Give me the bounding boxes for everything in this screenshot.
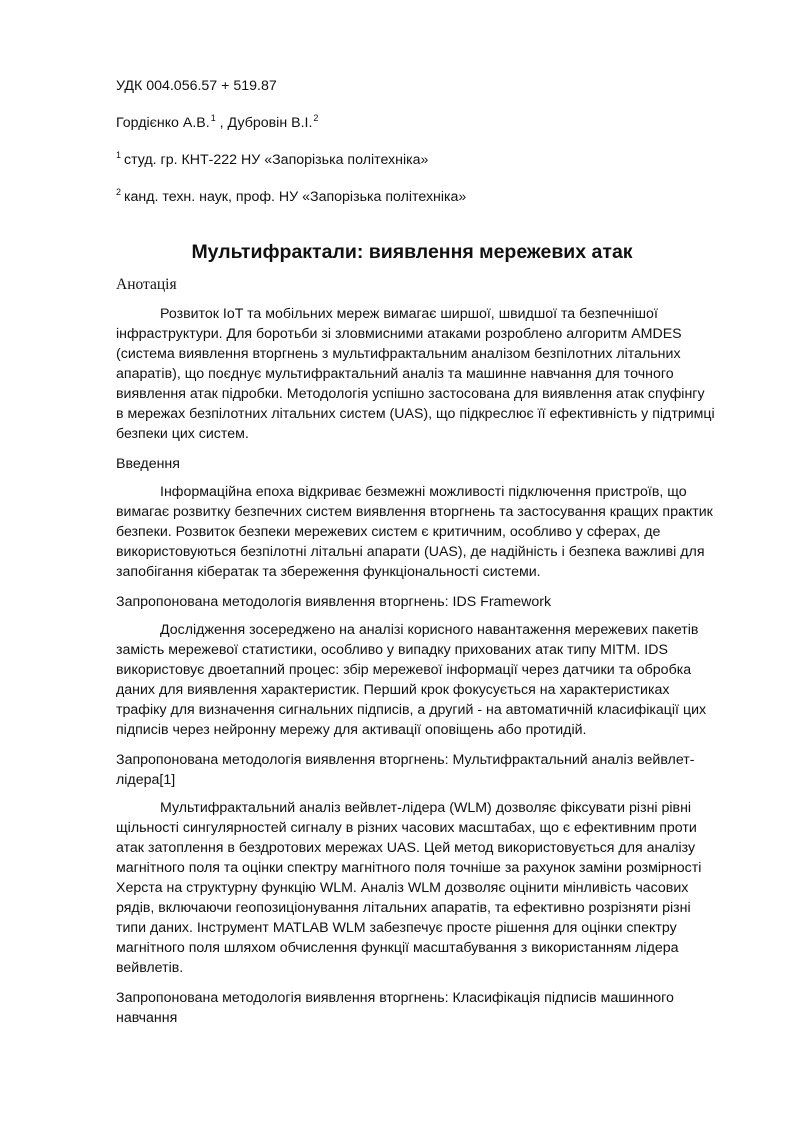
udc-code: УДК 004.056.57 + 519.87	[116, 78, 277, 94]
affiliation-2	[116, 187, 716, 207]
affiliation-2-mark: 2	[116, 187, 122, 197]
author-first: Гордієнко А.В.	[116, 115, 210, 131]
wlm-heading: Запропонована методологія виявлення вторгнень: Мультифрактальний аналіз вейвлет-лідера[1]	[116, 752, 695, 788]
author-second-mark: 2	[313, 113, 319, 123]
ids-heading: Запропонована методологія виявлення вторгнень: IDS Framework	[116, 594, 552, 610]
authors-line	[116, 113, 716, 133]
abstract-paragraph: Розвиток IoT та мобільних мереж вимагає ширшої, швидшої та безпечнішої інфраструктури. Для боротьби зі зловмисними атаками розроблено алгоритм AMDES (система виявлення вторгнень з мультифрактальним аналізом безпілотних літальних апаратів), що поєднує мультифрактальний аналіз та машинне навчання для точного виявлення атак підробки. Методологія успішно застосована для виявлення атак спуфінгу в мережах безпілотних літальних систем (UAS), що підкреслює її ефективність у підтримці безпеки цих систем.	[116, 306, 715, 442]
intro-heading: Введення	[116, 456, 180, 472]
affiliation-1-text: студ. гр. КНТ-222 НУ «Запорізька політехніка»	[124, 152, 429, 168]
page-title: Мультифрактали: виявлення мережевих атак	[191, 241, 633, 263]
affiliation-2-text: канд. техн. наук, проф. НУ «Запорізька політехніка»	[124, 189, 467, 205]
intro-paragraph: Інформаційна епоха відкриває безмежні можливості підключення пристроїв, що вимагає розвитку безпечних систем виявлення вторгнень та застосування кращих практик безпеки. Розвиток безпеки мережевих систем є критичним, особливо у сферах, де використовуються безпілотні літальні апарати (UAS), де надійність і безпека важливі для запобігання кібератак та збереження функціональності системи.	[116, 484, 713, 580]
ids-paragraph: Дослідження зосереджено на аналізі корисного навантаження мережевих пакетів замість мережевої статистики, особливо у випадку прихованих атак типу MITM. IDS використовує двоетапний процес: збір мережевої інформації через датчики та обробка даних для виявлення характеристик. Перший крок фокусується на характеристиках трафіку для визначення сигнальних підписів, а другий - на автоматичній класифікації цих підписів через нейронну мережу для активації оповіщень або протидій.	[116, 622, 707, 738]
ml-heading: Запропонована методологія виявлення вторгнень: Класифікація підписів машинного навчання	[116, 990, 674, 1026]
author-second: , Дубровін В.І.	[219, 115, 313, 131]
affiliation-1-mark: 1	[116, 150, 122, 160]
abstract-heading: Анотація	[116, 276, 177, 293]
wlm-paragraph: Мультифрактальний аналіз вейвлет-лідера (WLM) дозволяє фіксувати різні рівні щільності сингулярностей сигналу в різних часових масштабах, що є ефективним проти атак затоплення в бездротових мережах UAS. Цей метод використовується для аналізу магнітного поля та оцінки спектру магнітного поля точніше за рахунок заміни розмірності Херста на структурну функцію WLM. Аналіз WLM дозволяє оцінити мінливість часових рядів, включаючи геопозиціонування літальних апаратів, та ефективно розрізняти різні типи даних. Інструмент MATLAB WLM забезпечує просте рішення для оцінки спектру магнітного поля шляхом обчислення функції масштабування з використанням лідера вейвлетів.	[116, 800, 702, 976]
affiliation-1	[116, 150, 716, 170]
author-first-mark: 1	[210, 113, 216, 123]
